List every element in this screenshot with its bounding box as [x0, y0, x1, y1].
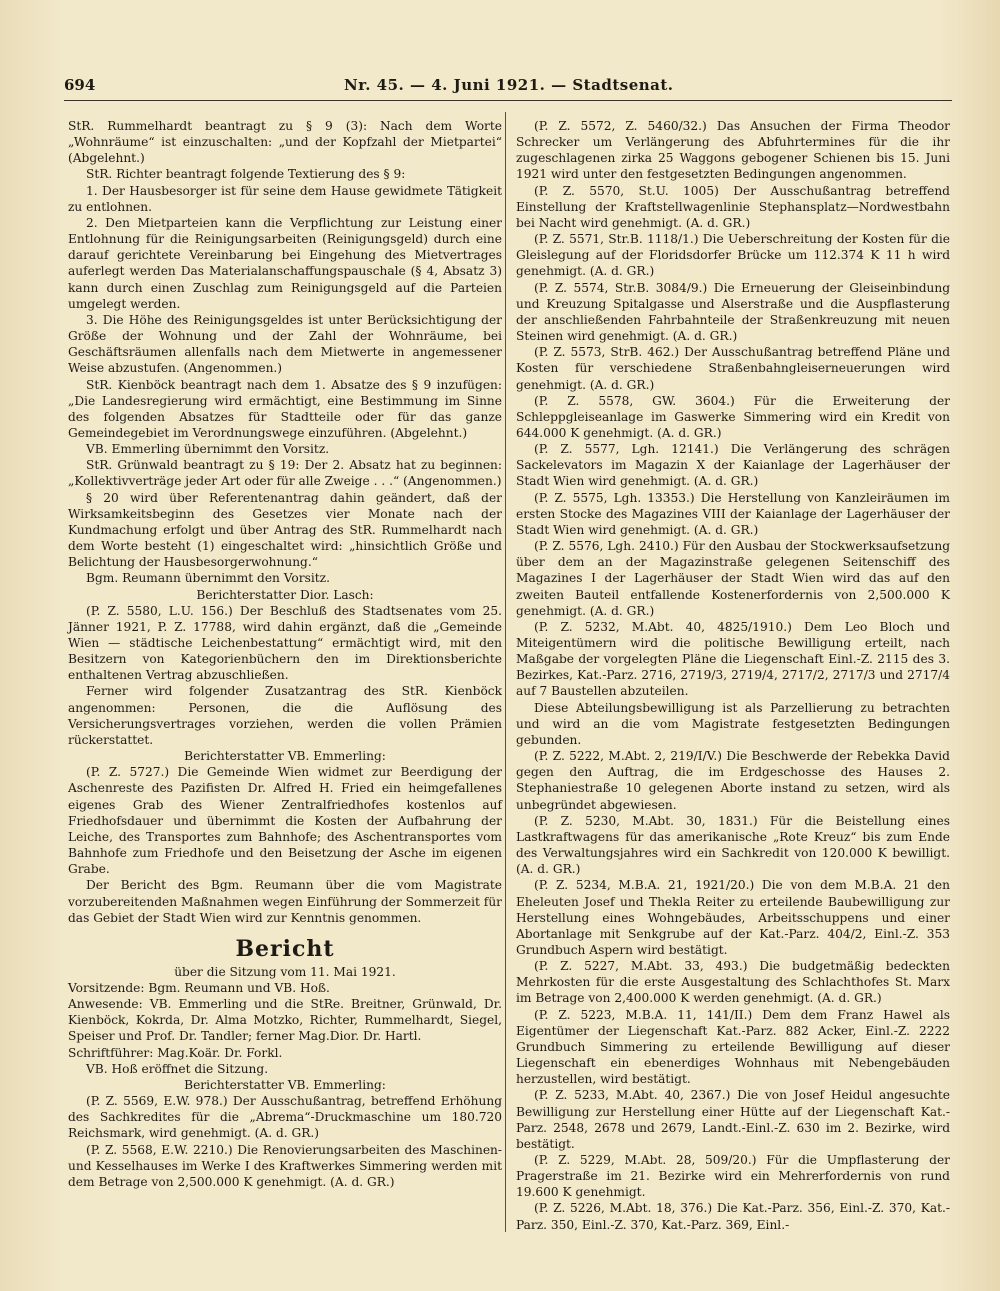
paragraph: Bgm. Reumann übernimmt den Vorsitz. [86, 571, 330, 586]
section-subtitle: über die Sitzung vom 11. Mai 1921. [174, 964, 396, 979]
paragraph: StR. Rummelhardt beantragt zu § 9 (3): Nach dem Worte „Wohnräume“ ist einzuschalten: „und der Kopfzahl der Mietpartei“ (Abgelehnt.) [68, 119, 502, 166]
paragraph: (P. Z. 5575, Lgh. 13353.) Die Herstellung von Kanzleiräumen im ersten Stocke des Magazines VIII der Kaianlage der Lagerhäuser der Stadt Wien wird genehmigt. (A. d. GR.) [516, 490, 950, 537]
paragraph: (P. Z. 5223, M.B.A. 11, 141/II.) Dem dem Franz Hawel als Eigentümer der Liegenschaft Kat.-Parz. 882 Acker, Einl.-Z. 2222 Grundbuch Simmering zu erteilende Bewilligung auf dieser Liegenschaft ein ebenerdiges Wohnhaus mit Nebengebäuden herzustellen, wird bestätigt. [516, 1007, 950, 1087]
paragraph: StR. Grünwald beantragt zu § 19: Der 2. Absatz hat zu beginnen: „Kollektivverträge jeder Art oder für alle Zweige . . .“ (Angenommen.) [68, 458, 502, 489]
paragraph: (P. Z. 5580, L.U. 156.) Der Beschluß des Stadtsenates vom 25. Jänner 1921, P. Z. 17788, wird dahin ergänzt, daß die „Gemeinde Wien — städtische Leichenbestattung“ ermächtigt wird, mit den Besitzern von Kategorienbüchern den im Direktionsberichte enthaltenen Vertrag abzuschließen. [68, 603, 502, 683]
paragraph: (P. Z. 5232, M.Abt. 40, 4825/1910.) Dem Leo Bloch und Miteigentümern wird die politische Bewilligung erteilt, nach Maßgabe der vorgelegten Pläne die Liegenschaft Einl.-Z. 2115 des 3. Bezirkes, Kat.-Parz. 2716, 2719/3, 2719/4, 2717/2, 2717/3 und 2717/4 auf 7 Baustellen abzuteilen. [516, 619, 950, 699]
chair-line: Vorsitzende: Bgm. Reumann und VB. Hoß. [68, 980, 330, 995]
section-heading: Bericht [235, 935, 335, 962]
paragraph: (P. Z. 5570, St.U. 1005) Der Ausschußantrag betreffend Einstellung der Kraftstellwagenlinie Stephansplatz—Nordwestbahn bei Nacht wird genehmigt. (A. d. GR.) [516, 183, 950, 230]
page-number: 694 [64, 76, 96, 94]
reporter-line: Berichterstatter VB. Emmerling: [184, 1077, 386, 1092]
paragraph: 2. Den Mietparteien kann die Verpflichtung zur Leistung einer Entlohnung für die Reinigungsarbeiten (Reinigungsgeld) durch eine darauf gerichtete Vereinbarung bei Eingehung des Mietvertrages auferlegt werden Das Materialanschaffungspauschale (§ 4, Absatz 3) kann durch einen Zuschlag zum Reinigungsgeld auf die Parteien umgelegt werden. [68, 215, 502, 311]
paragraph: (P. Z. 5576, Lgh. 2410.) Für den Ausbau der Stockwerksaufsetzung über dem an der Magazinstraße gelegenen Seitenschiff des Magazines I der Lagerhäuser der Stadt Wien wird das auf den zweiten Bauteil entfallende Kostenerfordernis von 2,500.000 K genehmigt. (A. d. GR.) [516, 539, 950, 618]
paragraph: (P. Z. 5227, M.Abt. 33, 493.) Die budgetmäßig bedeckten Mehrkosten für die erste Ausgestaltung des Schlachthofes St. Marx im Betrage von 2,400.000 K werden genehmigt. (A. d. GR.) [516, 959, 950, 1006]
paragraph: 1. Der Hausbesorger ist für seine dem Hause gewidmete Tätigkeit zu entlohnen. [68, 183, 502, 214]
paragraph: 3. Die Höhe des Reinigungsgeldes ist unter Berücksichtigung der Größe der Wohnung und der Zahl der Wohnräume, bei Geschäftsräumen allenfalls nach dem Mietwerte in angemessener Weise abzustufen. (Angenommen.) [68, 312, 502, 376]
paragraph: StR. Richter beantragt folgende Textierung des § 9: [86, 167, 406, 182]
page-header [64, 72, 944, 100]
right-column [516, 118, 950, 1233]
paragraph: (P. Z. 5568, E.W. 2210.) Die Renovierungsarbeiten des Maschinen- und Kesselhauses im Werke I des Kraftwerkes Simmering werden mit dem Betrage von 2,500.000 K genehmigt. (A. d. GR.) [68, 1142, 502, 1189]
paragraph: (P. Z. 5578, GW. 3604.) Für die Erweiterung der Schleppgleiseanlage im Gaswerke Simmering wird ein Kredit von 644.000 K genehmigt. (A. d. GR.) [516, 393, 950, 440]
paragraph: (P. Z. 5727.) Die Gemeinde Wien widmet zur Beerdigung der Aschenreste des Pazifisten Dr. Alfred H. Fried ein heimgefallenes eigenes Grab des Wiener Zentralfriedhofes kostenlos auf Friedhofsdauer und übernimmt die Kosten der Aufbahrung der Leiche, des Transportes zum Bahnhofe; des Aschentransportes vom Bahnhofe zum Friedhofe und den Beisetzung der Asche im eigenen Grabe. [68, 765, 502, 877]
left-column [68, 118, 502, 1190]
paragraph: (P. Z. 5569, E.W. 978.) Der Ausschußantrag, betreffend Erhöhung des Sachkredites für die „Abrema“-Druckmaschine um 180.720 Reichsmark, wird genehmigt. (A. d. GR.) [68, 1094, 502, 1141]
paragraph: (P. Z. 5226, M.Abt. 18, 376.) Die Kat.-Parz. 356, Einl.-Z. 370, Kat.-Parz. 350, Einl.-Z. 370, Kat.-Parz. 369, Einl.- [516, 1201, 950, 1232]
paragraph: (P. Z. 5234, M.B.A. 21, 1921/20.) Die von dem M.B.A. 21 den Eheleuten Josef und Thekla Reiter zu erteilende Baubewilligung zur Herstellung eines Wohngebäudes, Arbeitsschuppens und einer Abortanlage mit Senkgrube auf der Kat.-Parz. 404/2, Einl.-Z. 353 Grundbuch Aspern wird bestätigt. [516, 878, 950, 957]
paragraph: (P. Z. 5577, Lgh. 12141.) Die Verlängerung des schrägen Sackelevators im Magazin X der Kaianlage der Lagerhäuser der Stadt Wien wird genehmigt. (A. d. GR.) [516, 442, 950, 489]
paragraph: VB. Emmerling übernimmt den Vorsitz. [86, 442, 330, 457]
present-line: Anwesende: VB. Emmerling und die StRe. Breitner, Grünwald, Dr. Kienböck, Kokrda, Dr. Alma Motzko, Richter, Rummelhardt, Siegel, Speiser und Prof. Dr. Tandler; ferner Mag.Dior. Dr. Hartl. [68, 997, 502, 1044]
column-divider [505, 112, 506, 1232]
paragraph: (P. Z. 5222, M.Abt. 2, 219/I/V.) Die Beschwerde der Rebekka David gegen den Auftrag, die im Erdgeschosse des Hauses 2. Stephaniestraße 10 gelegenen Aborte instand zu setzen, wird als unbegründet abgewiesen. [516, 749, 950, 812]
running-title: Nr. 45. — 4. Juni 1921. — Stadtsenat. [344, 76, 674, 94]
header-rule [64, 100, 952, 101]
paragraph: (P. Z. 5229, M.Abt. 28, 509/20.) Für die Umpflasterung der Pragerstraße im 21. Bezirke wird ein Mehrerfordernis von rund 19.600 K genehmigt. [516, 1153, 950, 1200]
opening-line: VB. Hoß eröffnet die Sitzung. [86, 1061, 269, 1076]
paragraph: Ferner wird folgender Zusatzantrag des StR. Kienböck angenommen: Personen, die die Auflösung des Versicherungsvertrages vorziehen, werden die vollen Prämien rückerstattet. [68, 684, 502, 747]
paragraph: Diese Abteilungsbewilligung ist als Parzellierung zu betrachten und wird an die vom Magistrate festgesetzten Bedingungen gebunden. [516, 700, 950, 747]
paragraph: (P. Z. 5571, Str.B. 1118/1.) Die Ueberschreitung der Kosten für die Gleislegung auf der Floridsdorfer Brücke um 112.374 K 11 h wird genehmigt. (A. d. GR.) [516, 232, 950, 279]
paragraph: § 20 wird über Referentenantrag dahin geändert, daß der Wirksamkeitsbeginn des Gesetzes vier Monate nach der Kundmachung erfolgt und über Antrag des StR. Rummelhardt nach dem Worte besteht (1) eingeschaltet wird: „hinsichtlich Größe und Belichtung der Hausbesorgerwohnung.“ [68, 490, 502, 570]
paragraph: (P. Z. 5233, M.Abt. 40, 2367.) Die von Josef Heidul angesuchte Bewilligung zur Herstellung einer Hütte auf der Liegenschaft Kat.-Parz. 2548, 2678 und 2679, Landt.-Einl.-Z. 630 im 2. Bezirke, wird bestätigt. [516, 1088, 950, 1151]
reporter-line: Berichterstatter VB. Emmerling: [184, 749, 386, 764]
paragraph: (P. Z. 5574, Str.B. 3084/9.) Die Erneuerung der Gleiseinbindung und Kreuzung Spitalgasse und Alserstraße und die Auspflasterung der anschließenden Fahrbahnteile der Straßenkreuzung mit neuen Steinen wird genehmigt. (A. d. GR.) [516, 280, 950, 344]
secretary-line: Schriftführer: Mag.Koär. Dr. Forkl. [68, 1045, 283, 1060]
paragraph: Der Bericht des Bgm. Reumann über die vom Magistrate vorzubereitenden Maßnahmen wegen Einführung der Sommerzeit für das Gebiet der Stadt Wien wird zur Kenntnis genommen. [68, 878, 502, 925]
paragraph: (P. Z. 5230, M.Abt. 30, 1831.) Für die Beistellung eines Lastkraftwagens für das amerikanische „Rote Kreuz“ bis zum Ende des Verwaltungsjahres wird ein Sachkredit von 120.000 K bewilligt. (A. d. GR.) [516, 813, 950, 877]
paragraph: (P. Z. 5572, Z. 5460/32.) Das Ansuchen der Firma Theodor Schrecker um Verlängerung des Abfuhrtermines für die ihr zugeschlagenen zirka 25 Waggons gebogener Schienen bis 15. Juni 1921 wird unter den festgesetzten Bedingungen angenommen. [516, 119, 950, 182]
paragraph: StR. Kienböck beantragt nach dem 1. Absatze des § 9 inzufügen: „Die Landesregierung wird ermächtigt, eine Bestimmung im Sinne des folgenden Absatzes für Stadtteile oder für das ganze Gemeindegebiet im Verordnungswege einzuführen. (Abgelehnt.) [68, 377, 502, 440]
reporter-line: Berichterstatter Dior. Lasch: [196, 587, 374, 602]
paragraph: (P. Z. 5573, StrB. 462.) Der Ausschußantrag betreffend Pläne und Kosten für verschiedene Straßenbahngleiserneuerungen wird genehmigt. (A. d. GR.) [516, 345, 950, 392]
